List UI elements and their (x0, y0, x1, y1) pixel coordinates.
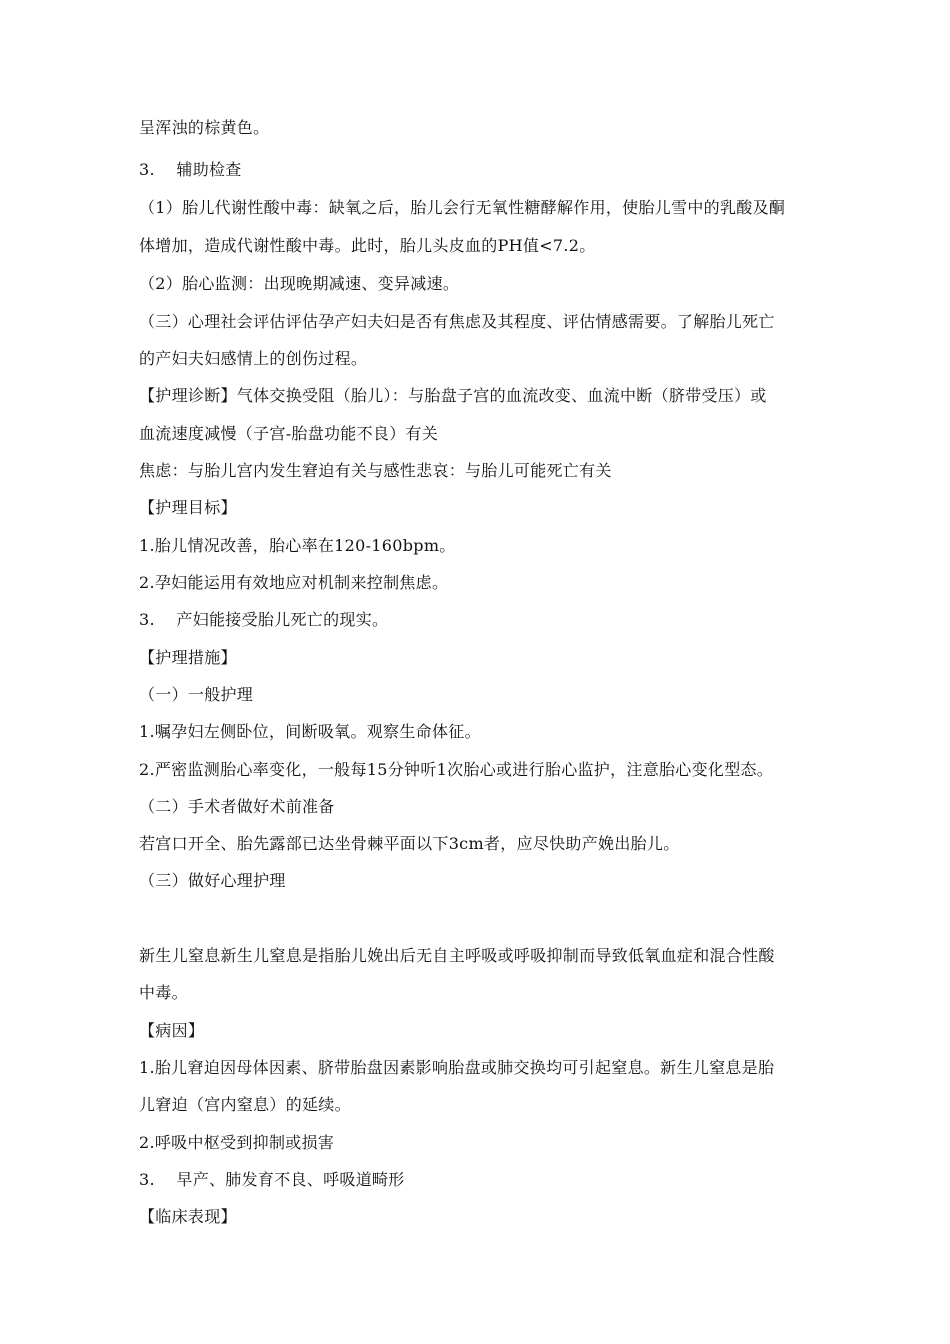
text-line: 【护理诊断】气体交换受阻（胎儿）：与胎盘子宫的血流改变、血流中断（脐带受压）或 (139, 386, 767, 405)
section-heading: 【护理措施】 (139, 648, 237, 667)
text-line: 若宫口开全、胎先露部已达坐骨棘平面以下3cm者，应尽快助产娩出胎儿。 (139, 834, 680, 853)
text-line: （三）心理社会评估评估孕产妇夫妇是否有焦虑及其程度、评估情感需要。了解胎儿死亡 (139, 312, 775, 331)
list-item: 1.胎儿情况改善，胎心率在120-160bpm。 (139, 536, 456, 555)
text-line: 新生儿窒息新生儿窒息是指胎儿娩出后无自主呼吸或呼吸抑制而导致低氧血症和混合性酸 (139, 946, 775, 965)
list-item: 2.孕妇能运用有效地应对机制来控制焦虑。 (139, 573, 449, 592)
section-heading: 【临床表现】 (139, 1207, 237, 1226)
list-item: 2.严密监测胎心率变化，一般每15分钟听1次胎心或进行胎心监护，注意胎心变化型态。 (139, 760, 774, 779)
section-heading: 3. 辅助检查 (139, 160, 242, 179)
list-item: 1.嘱孕妇左侧卧位，间断吸氧。观察生命体征。 (139, 722, 481, 741)
subsection-heading: （二）手术者做好术前准备 (139, 797, 335, 816)
list-item: 2.呼吸中枢受到抑制或损害 (139, 1133, 335, 1152)
section-heading: 【护理目标】 (139, 498, 237, 517)
text-line: （1）胎儿代谢性酸中毒：缺氧之后，胎儿会行无氧性糖酵解作用，使胎儿雪中的乳酸及酮 (139, 198, 786, 217)
text-line: 血流速度减慢（子宫-胎盘功能不良）有关 (139, 424, 439, 443)
text-line: 儿窘迫（宫内窒息）的延续。 (139, 1095, 351, 1114)
subsection-heading: （一）一般护理 (139, 685, 254, 704)
text-line: （2）胎心监测：出现晚期减速、变异减速。 (139, 274, 460, 293)
text-line: 的产妇夫妇感情上的创伤过程。 (139, 349, 368, 368)
list-item: 1.胎儿窘迫因母体因素、脐带胎盘因素影响胎盘或肺交换均可引起窒息。新生儿窒息是胎 (139, 1058, 775, 1077)
text-line: 焦虑：与胎儿宫内发生窘迫有关与感性悲哀：与胎儿可能死亡有关 (139, 461, 612, 480)
text-line: 呈浑浊的棕黄色。 (139, 118, 270, 137)
text-line: 中毒。 (139, 983, 188, 1002)
list-item: 3. 产妇能接受胎儿死亡的现实。 (139, 610, 389, 629)
text-line: 体增加，造成代谢性酸中毒。此时，胎儿头皮血的PH值<7.2。 (139, 236, 596, 255)
list-item: 3. 早产、肺发育不良、呼吸道畸形 (139, 1170, 405, 1189)
subsection-heading: （三）做好心理护理 (139, 871, 286, 890)
section-heading: 【病因】 (139, 1021, 205, 1040)
